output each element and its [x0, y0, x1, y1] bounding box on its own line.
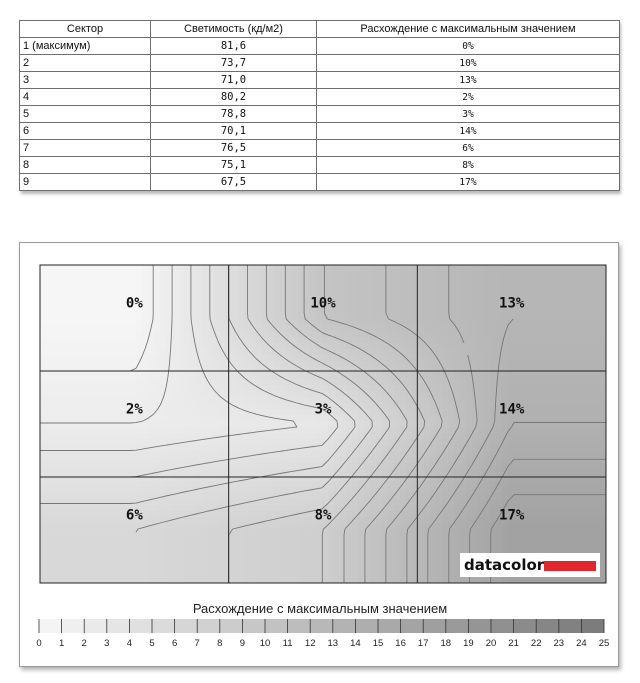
cell-sector: 4	[20, 89, 151, 106]
cell-luminance: 80,2	[151, 89, 317, 106]
colorbar-step	[107, 619, 130, 633]
cell-luminance: 78,8	[151, 106, 317, 123]
colorbar-tick-label: 22	[530, 638, 542, 649]
cell-deviation: 8%	[317, 157, 620, 174]
sector-1-label: 0%	[125, 295, 143, 312]
sector-3-label: 13%	[499, 295, 525, 312]
luminance-table	[19, 20, 620, 191]
cell-luminance: 70,1	[151, 123, 317, 140]
colorbar-step	[491, 619, 514, 633]
colorbar-step	[129, 619, 152, 633]
table-row	[20, 123, 620, 140]
colorbar-tick-label: 6	[171, 638, 178, 649]
header-deviation: Расхождение с максимальным значением	[317, 21, 620, 38]
colorbar-step	[423, 619, 446, 633]
colorbar-step	[536, 619, 559, 633]
datacolor-logo: datacolor	[464, 556, 545, 574]
table-row	[20, 72, 620, 89]
cell-sector: 2	[20, 55, 151, 72]
colorbar	[36, 619, 609, 649]
table-row	[20, 174, 620, 191]
colorbar-tick-label: 8	[217, 638, 223, 649]
colorbar-tick-label: 24	[576, 638, 587, 649]
table-row	[20, 38, 620, 55]
colorbar-tick-label: 14	[350, 638, 361, 649]
colorbar-step	[581, 619, 604, 633]
cell-luminance: 73,7	[151, 55, 317, 72]
cell-luminance: 75,1	[151, 157, 317, 174]
colorbar-step	[265, 619, 288, 633]
sector-9-label: 17%	[499, 507, 525, 524]
colorbar-step	[514, 619, 537, 633]
cell-sector: 6	[20, 123, 151, 140]
colorbar-tick-label: 4	[126, 638, 133, 649]
cell-deviation: 17%	[317, 174, 620, 191]
cell-sector: 9	[20, 174, 151, 191]
colorbar-tick-label: 17	[417, 638, 429, 649]
colorbar-step	[559, 619, 582, 633]
cell-sector: 1 (максимум)	[20, 38, 151, 55]
cell-deviation: 0%	[317, 38, 620, 55]
colorbar-title: Расхождение с максимальным значением	[192, 601, 448, 616]
colorbar-step	[333, 619, 356, 633]
cell-luminance: 67,5	[151, 174, 317, 191]
colorbar-step	[401, 619, 424, 633]
cell-luminance: 81,6	[151, 38, 317, 55]
colorbar-step	[378, 619, 401, 633]
colorbar-tick-label: 9	[239, 638, 246, 649]
header-sector: Сектор	[20, 21, 151, 38]
colorbar-tick-label: 13	[327, 638, 339, 649]
uniformity-heatmap	[20, 243, 618, 666]
sector-2-label: 10%	[310, 295, 336, 312]
colorbar-tick-label: 10	[259, 638, 271, 649]
colorbar-step	[446, 619, 469, 633]
cell-deviation: 6%	[317, 140, 620, 157]
cell-sector: 3	[20, 72, 151, 89]
sector-4-label: 2%	[125, 401, 143, 418]
cell-deviation: 10%	[317, 55, 620, 72]
colorbar-step	[220, 619, 243, 633]
cell-sector: 5	[20, 106, 151, 123]
colorbar-step	[197, 619, 220, 633]
table-row	[20, 55, 620, 72]
colorbar-tick-label: 7	[194, 638, 200, 649]
sector-6-label: 14%	[499, 401, 525, 418]
colorbar-tick-label: 12	[304, 638, 316, 649]
colorbar-tick-label: 20	[485, 638, 497, 649]
colorbar-tick-label: 11	[282, 638, 293, 649]
colorbar-step	[39, 619, 62, 633]
luminance-table-container	[19, 20, 619, 191]
colorbar-step	[84, 619, 107, 633]
colorbar-tick-label: 15	[372, 638, 384, 649]
colorbar-tick-label: 16	[395, 638, 406, 649]
colorbar-tick-label: 19	[463, 638, 474, 649]
colorbar-tick-label: 5	[149, 638, 155, 649]
colorbar-step	[62, 619, 85, 633]
cell-sector: 8	[20, 157, 151, 174]
cell-deviation: 3%	[317, 106, 620, 123]
header-luminance: Светимость (кд/м2)	[151, 21, 317, 38]
sector-5-label: 3%	[314, 401, 332, 418]
table-row	[20, 140, 620, 157]
colorbar-step	[355, 619, 378, 633]
logo-accent-bar	[544, 561, 596, 571]
colorbar-tick-label: 1	[58, 638, 65, 649]
colorbar-tick-label: 25	[598, 638, 610, 649]
cell-deviation: 14%	[317, 123, 620, 140]
colorbar-tick-label: 2	[81, 638, 87, 649]
cell-deviation: 13%	[317, 72, 620, 89]
heatmap-shading	[40, 265, 607, 584]
colorbar-tick-label: 21	[508, 638, 519, 649]
colorbar-step	[310, 619, 333, 633]
uniformity-chart-panel	[19, 242, 619, 667]
colorbar-step	[468, 619, 491, 633]
colorbar-tick-label: 23	[553, 638, 565, 649]
cell-deviation: 2%	[317, 89, 620, 106]
cell-luminance: 76,5	[151, 140, 317, 157]
table-row	[20, 157, 620, 174]
colorbar-tick-label: 3	[104, 638, 110, 649]
table-row	[20, 106, 620, 123]
table-row	[20, 89, 620, 106]
table-header-row	[20, 21, 620, 38]
colorbar-step	[242, 619, 265, 633]
cell-luminance: 71,0	[151, 72, 317, 89]
colorbar-tick-label: 18	[440, 638, 452, 649]
sector-7-label: 6%	[125, 507, 143, 524]
colorbar-tick-label: 0	[36, 638, 42, 649]
colorbar-step	[288, 619, 311, 633]
colorbar-step	[175, 619, 198, 633]
colorbar-step	[152, 619, 175, 633]
cell-sector: 7	[20, 140, 151, 157]
sector-8-label: 8%	[314, 507, 332, 524]
